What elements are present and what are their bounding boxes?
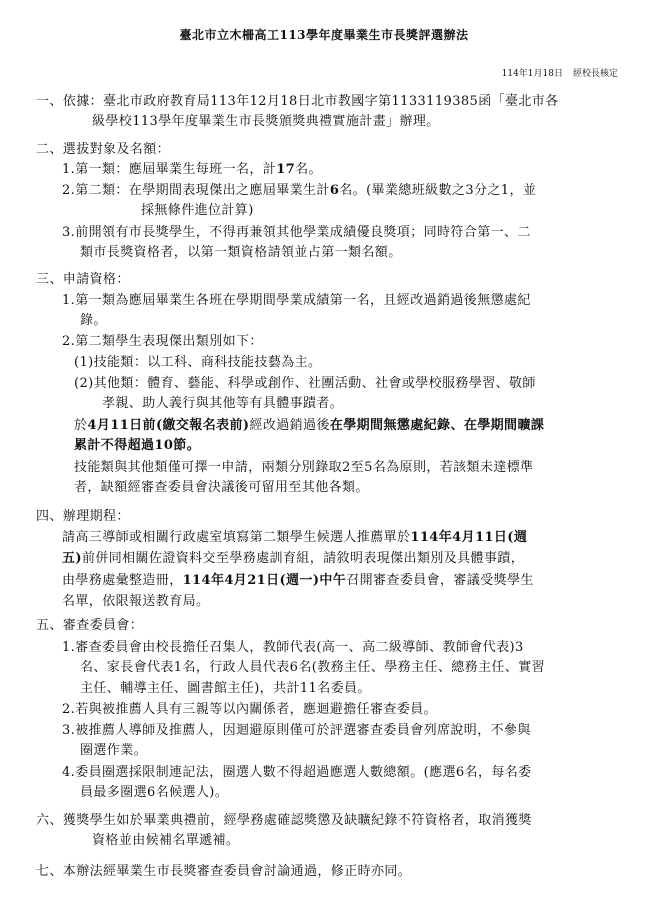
section-5-heading: 五、審查委員會： <box>36 618 144 633</box>
deadline: 114年4月11日(週 <box>410 530 528 545</box>
section-4-line-3 <box>62 571 534 591</box>
section-5-item-3: 3.被推薦人導師及推薦人，因迴避原則僅可於評選審查委員會列席說明，不參與 <box>62 723 531 738</box>
section-2-item-3: 3.前開領有市長獎學生，不得再兼領其他學業成績優良獎項；同時符合第一、二 <box>62 225 531 240</box>
quota-number: 6 <box>329 183 340 198</box>
condition: 累計不得超過10節。 <box>74 438 201 453</box>
text: 1.第一類：應屆畢業生每班一名，計 <box>62 162 277 177</box>
text: 由學務處彙整造冊， <box>62 573 183 588</box>
section-2-item-3-cont: 類市長獎資格者，以第一類資格請領並占第一類名額。 <box>80 245 402 260</box>
section-1-line-2: 級學校113學年度畢業生市長獎頒獎典禮實施計畫」辦理。 <box>92 114 440 129</box>
section-2-item-2-cont: 採無條件進位計算) <box>141 203 254 218</box>
section-4-heading: 四、辦理期程： <box>36 509 130 524</box>
text: 召開審查委員會，審議受獎學生 <box>346 573 534 588</box>
section-5-item-2: 2.若與被推薦人具有三親等以內關係者，應迴避擔任審查委員。 <box>62 702 438 717</box>
section-3-item-2: 2.第二類學生表現傑出類別如下： <box>62 334 263 349</box>
text: 名。 <box>295 162 322 177</box>
approval-note: 經校長核定 <box>572 69 618 79</box>
section-3-heading: 三、申請資格： <box>36 272 130 287</box>
section-3-item-1: 1.第一類為應屆畢業生各班在學期間學業成績第一名，且經改過銷過後無懲處紀 <box>62 293 531 308</box>
section-2-item-1 <box>62 160 322 180</box>
section-3-sub-2: (2)其他類：體育、藝能、科學或創作、社團活動、社會或學校服務學習、敬師 <box>74 376 536 391</box>
section-5-item-1: 1.審查委員會由校長擔任召集人，教師代表(高一、高二級導師、教師會代表)3 <box>62 640 524 655</box>
section-5-item-1-cont-1: 名、家長會代表1名，行政人員代表6名(教務主任、學務主任、總務主任、實習 <box>80 660 546 675</box>
text: 於 <box>74 418 88 433</box>
deadline: 4月11日前(繳交報名表前) <box>87 418 250 433</box>
text: 經改過銷過後 <box>249 418 330 433</box>
section-4-line-2 <box>62 549 524 569</box>
text: 前併同相關佐證資料交至學務處訓育組，請敘明表現傑出類別及具體事蹟， <box>81 551 525 566</box>
section-3-note-1-cont <box>74 436 200 456</box>
section-2-heading: 二、選拔對象及名額： <box>36 142 171 157</box>
section-3-note-2-cont: 者，缺額經審查委員會決議後可留用至其他各類。 <box>74 480 369 495</box>
section-2-item-2 <box>62 181 536 201</box>
section-3-sub-2-cont: 孝親、助人義行與其他等有具體事蹟者。 <box>102 396 344 411</box>
section-5-item-3-cont: 圈選作業。 <box>80 743 148 758</box>
text: 請高三導師或相關行政處室填寫第二類學生候選人推薦單於 <box>62 530 411 545</box>
section-3-item-1-cont: 錄。 <box>80 313 107 328</box>
section-3-sub-1: (1)技能類：以工科、商科技能技藝為主。 <box>74 355 322 370</box>
section-6-line-2: 資格並由候補名單遞補。 <box>92 833 240 848</box>
section-4-line-1 <box>62 528 527 548</box>
section-4-line-4: 名單，依限報送教育局。 <box>62 594 210 609</box>
section-3-note-2: 技能類與其他類僅可擇一申請，兩類分別錄取2至5名為原則，若該類未達標準 <box>74 460 534 475</box>
section-5-item-4: 4.委員圈選採限制連記法，圈選人數不得超過應選人數總額。(應選6名，每名委 <box>62 765 532 780</box>
text: 2.第二類：在學期間表現傑出之應屆畢業生計 <box>62 183 330 198</box>
document-title: 臺北市立木柵高工113學年度畢業生市長獎評選辦法 <box>179 28 469 42</box>
section-3-note-1 <box>74 416 544 436</box>
section-6-line-1: 六、獲獎學生如於畢業典禮前，經學務處確認獎懲及缺曠紀錄不符資格者，取消獲獎 <box>36 813 532 828</box>
condition: 在學期間無懲處紀錄、在學期間曠課 <box>329 418 545 433</box>
quota-number: 17 <box>276 162 296 177</box>
approval-date: 114年1月18日 <box>501 69 563 79</box>
meeting-date: 114年4月21日(週一)中午 <box>182 573 347 588</box>
section-5-item-4-cont: 員最多圈選6名候選人)。 <box>80 785 229 800</box>
deadline: 五) <box>62 551 82 566</box>
section-1-line-1: 一、依據：臺北市政府教育局113年12月18日北市教國字第1133119385函「臺北市各 <box>36 94 559 109</box>
text: 名。(畢業總班級數之3分之1，並 <box>339 183 537 198</box>
section-7-line-1: 七、本辦法經畢業生市長獎審查委員會討論通過，修正時亦同。 <box>36 864 412 879</box>
section-5-item-1-cont-2: 主任、輔導主任、圖書館主任)，共計11名委員。 <box>80 681 371 696</box>
approval-meta <box>502 66 618 79</box>
